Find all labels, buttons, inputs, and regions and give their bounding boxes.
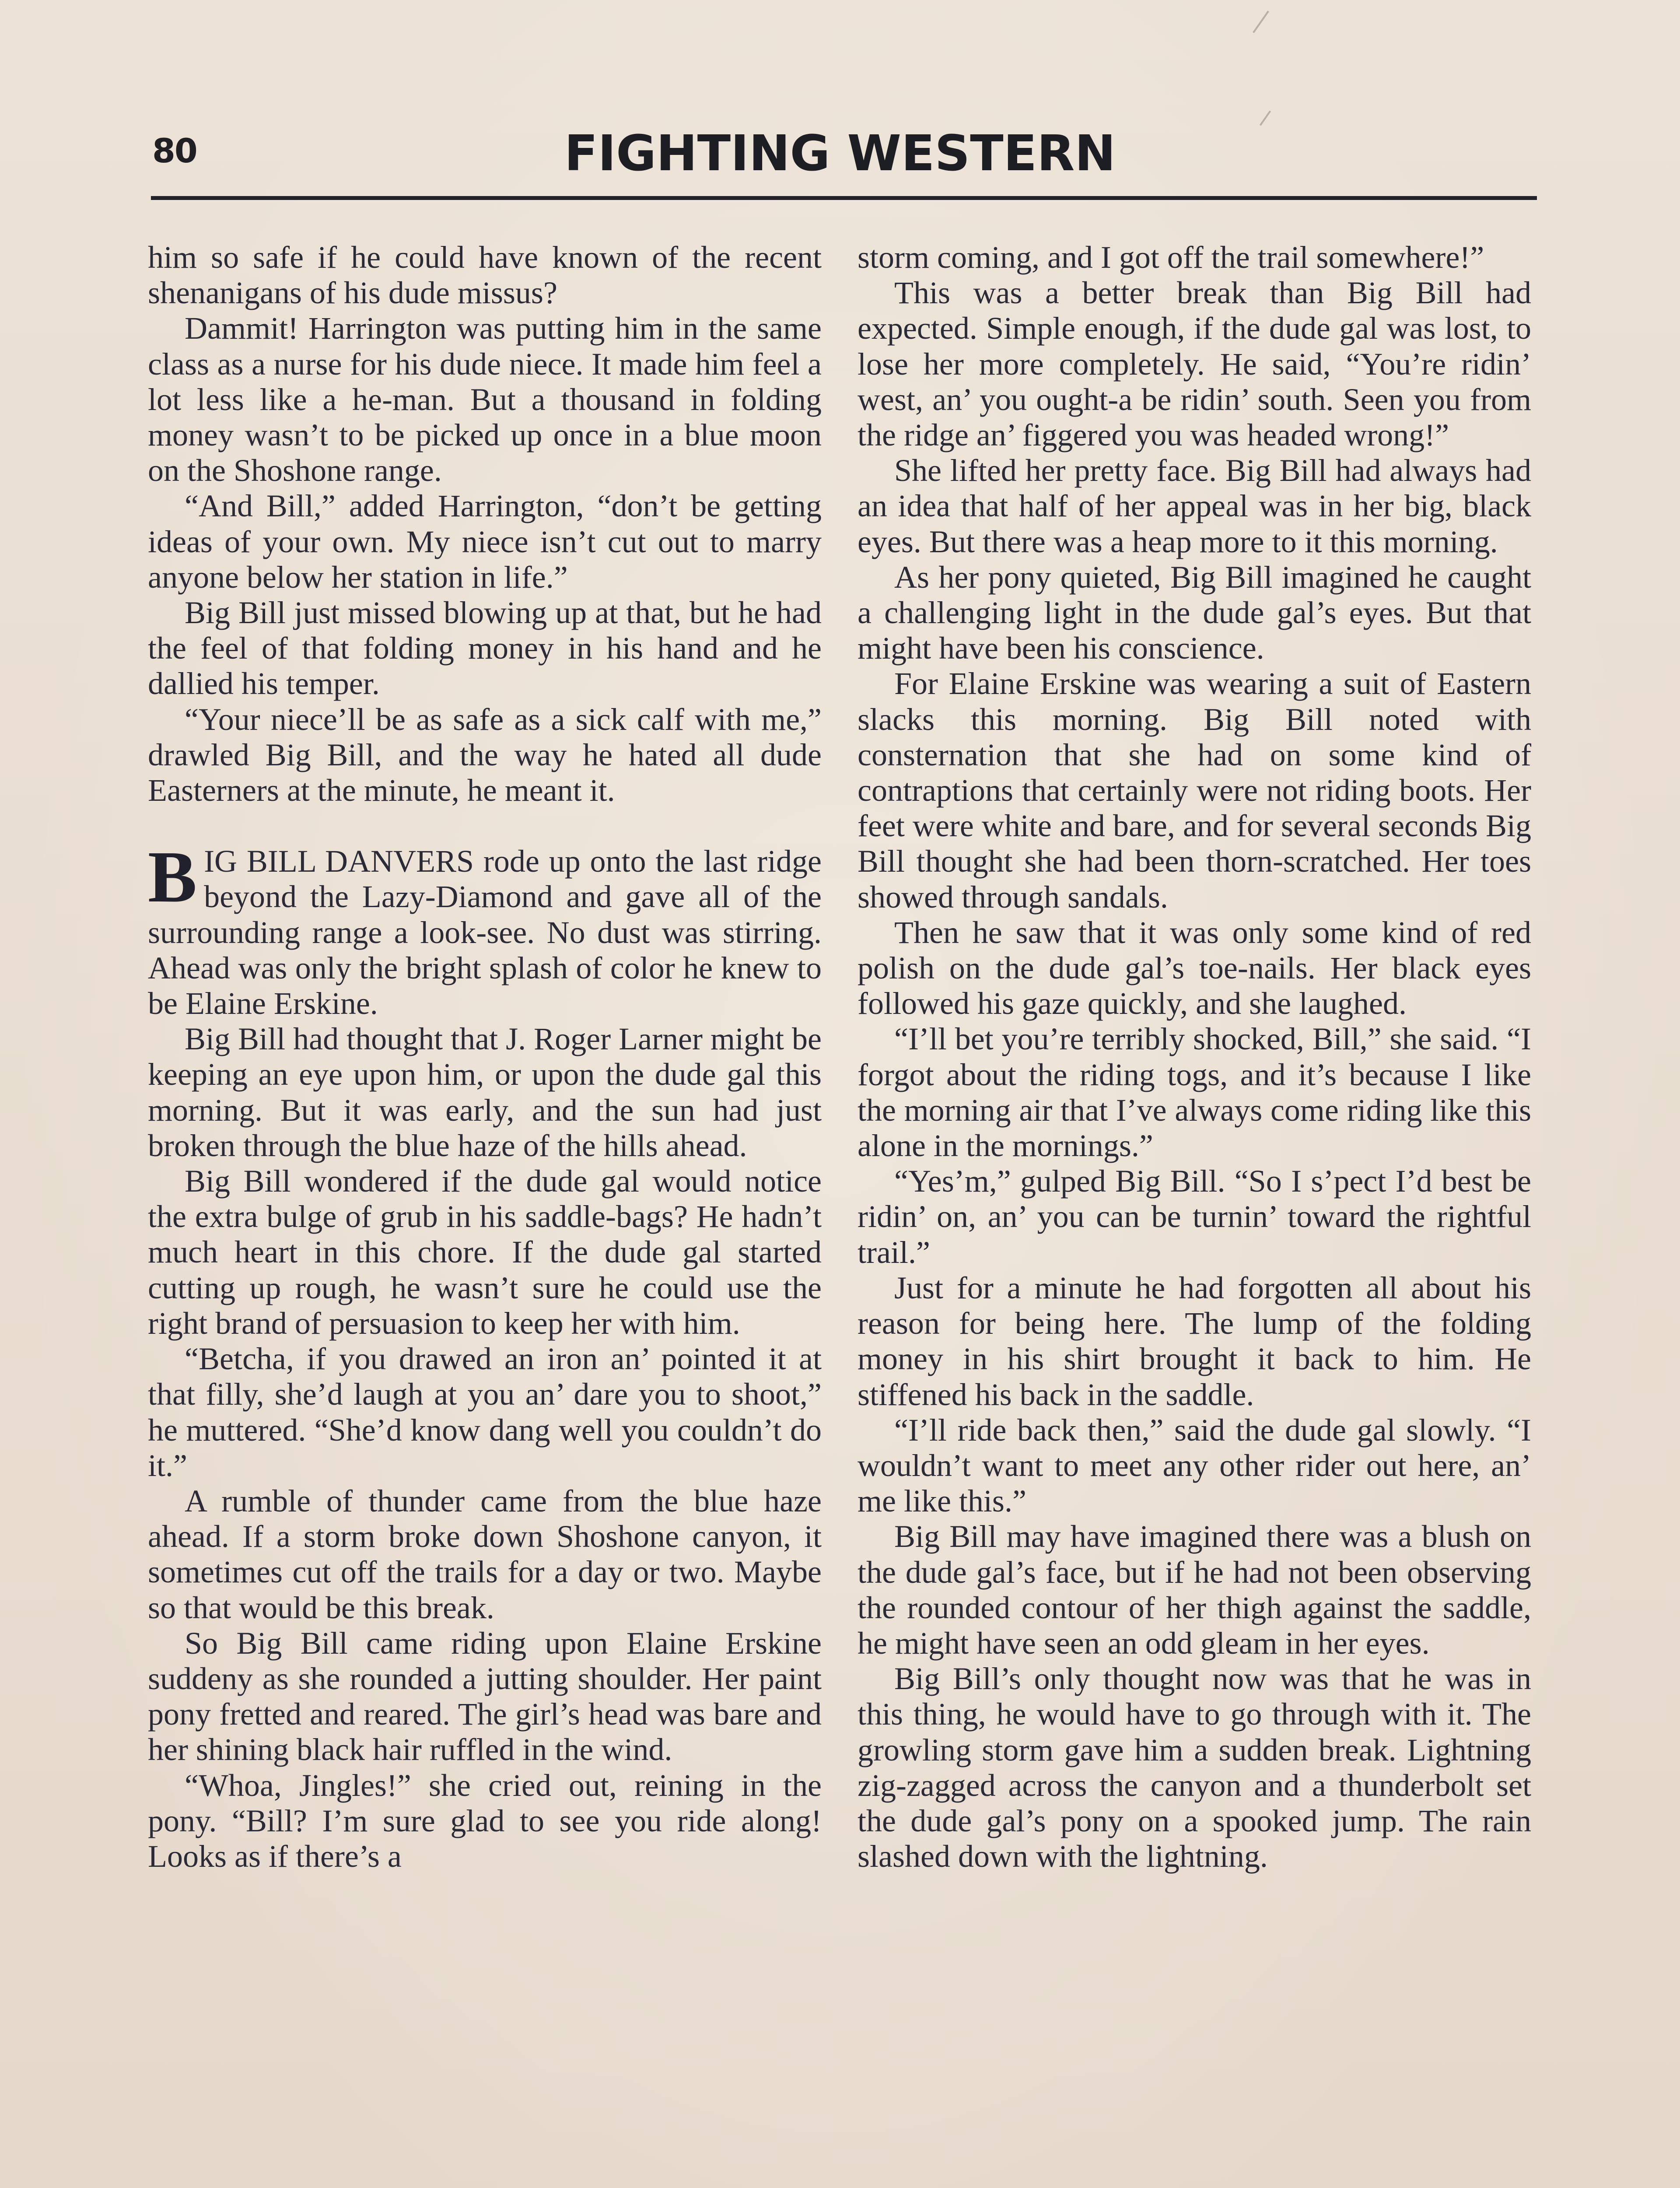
magazine-title: FIGHTING WESTERN — [564, 125, 1116, 182]
paragraph: Big Bill just missed blowing up at that, but he had the feel of that folding money in his hand and he dallied his temper. — [148, 595, 822, 701]
header-rule — [151, 196, 1537, 200]
paragraph: Big Bill may have imagined there was a blush on the dude gal’s face, but if he had not been observing the rounded contour of her thigh against the saddle, he might have seen an odd gleam in her eyes. — [858, 1519, 1531, 1661]
paragraph: “Yes’m,” gulped Big Bill. “So I s’pect I’d best be ridin’ on, an’ you can be turnin’ toward the rightful trail.” — [858, 1164, 1531, 1270]
paragraph: As her pony quieted, Big Bill imagined he caught a challenging light in the dude gal’s eyes. But that might have been his conscience. — [858, 559, 1531, 666]
paragraph: “I’ll ride back then,” said the dude gal slowly. “I wouldn’t want to meet any other rider out here, an’ me like this.” — [858, 1412, 1531, 1519]
paragraph: “Your niece’ll be as safe as a sick calf with me,” drawled Big Bill, and the way he hated all dude Easterners at the minute, he meant it. — [148, 701, 822, 808]
paragraph: “Whoa, Jingles!” she cried out, reining in the pony. “Bill? I’m sure glad to see you ride along! Looks as if there’s a — [148, 1767, 822, 1874]
paragraph: storm coming, and I got off the trail somewhere!” — [858, 240, 1484, 275]
paragraph: Then he saw that it was only some kind of red polish on the dude gal’s toe-nails. Her black eyes followed his gaze quickly, and she laughed. — [858, 915, 1531, 1021]
paragraph: This was a better break than Big Bill had expected. Simple enough, if the dude gal was lost, to lose her more completely. He said, “You’re ridin’ west, an’ you ought-a be ridin’ south. Seen you from the ridge an’ figgered you was headed wrong!” — [858, 275, 1531, 453]
paper-mark — [1260, 110, 1271, 126]
paper-mark — [1253, 11, 1269, 33]
paragraph-text: rode up onto the last ridge beyond the Lazy-Diamond and gave all of the surrounding range a look-see. No dust was stirring. Ahead was only the bright splash of color he knew to be Elaine Erskine. — [148, 844, 822, 1021]
paragraph: For Elaine Erskine was wearing a suit of Eastern slacks this morning. Big Bill noted with consternation that she had on some kind of contraptions that certainly were not riding boots. Her feet were white and bare, and for several seconds Big Bill thought she had been thorn-scratched. Her toes showed through sandals. — [858, 666, 1531, 915]
paragraph: “And Bill,” added Harrington, “don’t be getting ideas of your own. My niece isn’t cut out to marry anyone below her station in life.” — [148, 488, 822, 595]
paragraph: She lifted her pretty face. Big Bill had always had an idea that half of her appeal was in her big, black eyes. But there was a heap more to it this morning. — [858, 453, 1531, 559]
paragraph: A rumble of thunder came from the blue haze ahead. If a storm broke down Shoshone canyon, it sometimes cut off the trails for a day or two. Maybe so that would be this break. — [148, 1483, 822, 1625]
left-text-column — [148, 240, 822, 2188]
paragraph: Big Bill had thought that J. Roger Larner might be keeping an eye upon him, or upon the dude gal this morning. But it was early, and the sun had just broken through the blue haze of the hills ahead. — [148, 1021, 822, 1163]
paragraph: Just for a minute he had forgotten all about his reason for being here. The lump of the folding money in his shirt brought it back to him. He stiffened his back in the saddle. — [858, 1270, 1531, 1412]
lead-in-text: IG BILL DANVERS — [204, 844, 474, 879]
right-text-column — [858, 240, 1531, 2188]
paragraph: Big Bill’s only thought now was that he was in this thing, he would have to go through with it. The growling storm gave him a sudden break. Lightning zig-zagged across the canyon and a thunderbolt set the dude gal’s pony on a spooked jump. The rain slashed down with the lightning. — [858, 1661, 1531, 1874]
paragraph: Dammit! Harrington was putting him in the same class as a nurse for his dude niece. It made him feel a lot less like a he-man. But a thousand in folding money wasn’t to be picked up once in a blue moon on the Shoshone range. — [148, 311, 822, 488]
drop-cap: B — [148, 836, 197, 918]
paragraph: So Big Bill came riding upon Elaine Erskine suddeny as she rounded a jutting shoulder. Her paint pony fretted and reared. The girl’s head was bare and her shining black hair ruffled in the wind. — [148, 1625, 822, 1767]
paragraph: him so safe if he could have known of the recent shenanigans of his dude missus? — [148, 240, 822, 311]
page-number: 80 — [152, 131, 197, 170]
paragraph: Big Bill wondered if the dude gal would notice the extra bulge of grub in his saddle-bags? He hadn’t much heart in this chore. If the dude gal started cutting up rough, he wasn’t sure he could use the right brand of persuasion to keep her with him. — [148, 1164, 822, 1341]
paragraph: “I’ll bet you’re terribly shocked, Bill,” she said. “I forgot about the riding togs, and it’s because I like the morning air that I’ve always come riding like this alone in the mornings.” — [858, 1021, 1531, 1164]
section-opening-paragraph — [148, 836, 822, 1021]
paragraph: “Betcha, if you drawed an iron an’ pointed it at that filly, she’d laugh at you an’ dare you to shoot,” he muttered. “She’d know dang well you couldn’t do it.” — [148, 1341, 822, 1483]
